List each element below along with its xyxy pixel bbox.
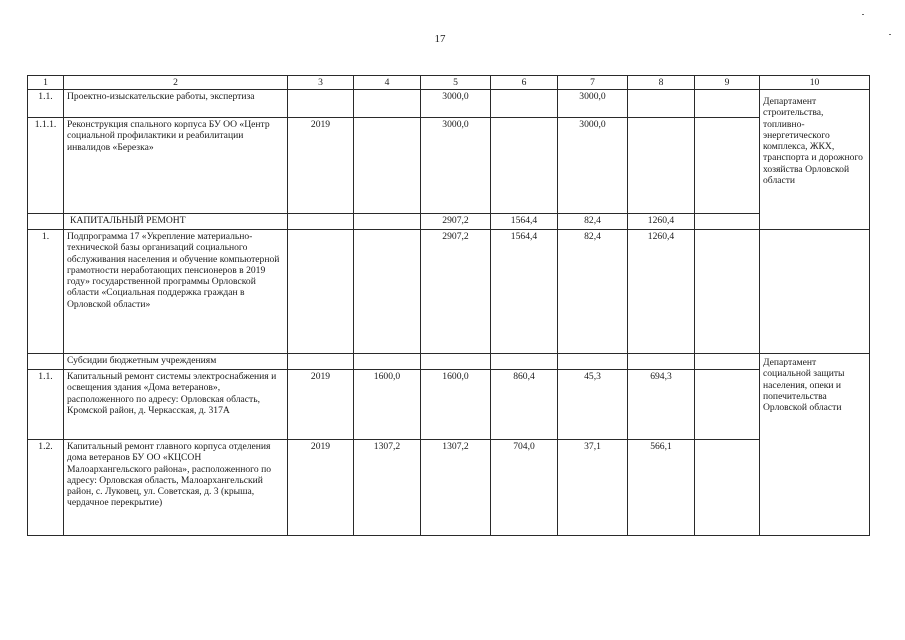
table-row bbox=[28, 230, 870, 354]
cell-col8 bbox=[628, 90, 695, 118]
budget-table bbox=[27, 75, 870, 536]
header-cell: 2 bbox=[64, 76, 288, 90]
cell-col5 bbox=[421, 354, 491, 370]
row-number bbox=[28, 354, 64, 370]
scan-speck bbox=[862, 14, 864, 15]
cell-col4 bbox=[354, 214, 421, 230]
cell-col9 bbox=[695, 370, 760, 440]
row-description: КАПИТАЛЬНЫЙ РЕМОНТ bbox=[64, 214, 288, 230]
cell-col7: 3000,0 bbox=[558, 90, 628, 118]
row-number: 1.2. bbox=[28, 440, 64, 536]
cell-col5: 1307,2 bbox=[421, 440, 491, 536]
cell-col6 bbox=[491, 118, 558, 214]
cell-col3 bbox=[288, 214, 354, 230]
row-description: Капитальный ремонт системы электроснабжения и освещения здания «Дома ветеранов», расположенного по адресу: Орловская область, Кромской район, д. Черкасская, д. 317А bbox=[64, 370, 288, 440]
cell-col6: 1564,4 bbox=[491, 214, 558, 230]
cell-col9 bbox=[695, 440, 760, 536]
cell-col9 bbox=[695, 354, 760, 370]
row-description: Подпрограмма 17 «Укрепление материально-технической базы организаций социального обслуживания населения и обучение компьютерной грамотности неработающих пенсионеров в 2019 году» государственной программы Орловской области «Социальная поддержка граждан в Орловской области» bbox=[64, 230, 288, 354]
row-description: Проектно-изыскательские работы, экспертиза bbox=[64, 90, 288, 118]
header-cell: 7 bbox=[558, 76, 628, 90]
header-cell: 3 bbox=[288, 76, 354, 90]
header-cell: 9 bbox=[695, 76, 760, 90]
cell-col7: 82,4 bbox=[558, 214, 628, 230]
cell-col6 bbox=[491, 90, 558, 118]
row-description: Субсидии бюджетным учреждениям bbox=[64, 354, 288, 370]
cell-col8: 694,3 bbox=[628, 370, 695, 440]
cell-col8: 566,1 bbox=[628, 440, 695, 536]
cell-col7: 45,3 bbox=[558, 370, 628, 440]
header-cell: 6 bbox=[491, 76, 558, 90]
cell-col4 bbox=[354, 118, 421, 214]
cell-col6 bbox=[491, 354, 558, 370]
table-row bbox=[28, 440, 870, 536]
row-description: Реконструкция спального корпуса БУ ОО «Центр социальной профилактики и реабилитации инвалидов «Березка» bbox=[64, 118, 288, 214]
cell-col3 bbox=[288, 90, 354, 118]
row-number: 1. bbox=[28, 230, 64, 354]
cell-col6: 860,4 bbox=[491, 370, 558, 440]
header-row bbox=[28, 76, 870, 90]
responsible-department: Департамент строительства, топливно-энергетического комплекса, ЖКХ, транспорта и дорожного хозяйства Орловской области bbox=[760, 90, 870, 230]
header-cell: 1 bbox=[28, 76, 64, 90]
cell-col5: 3000,0 bbox=[421, 118, 491, 214]
cell-col6: 1564,4 bbox=[491, 230, 558, 354]
cell-col9 bbox=[695, 230, 760, 354]
cell-col3: 2019 bbox=[288, 370, 354, 440]
cell-col4 bbox=[354, 354, 421, 370]
header-cell: 5 bbox=[421, 76, 491, 90]
cell-col9 bbox=[695, 214, 760, 230]
header-cell: 10 bbox=[760, 76, 870, 90]
cell-col5: 3000,0 bbox=[421, 90, 491, 118]
cell-col7: 82,4 bbox=[558, 230, 628, 354]
cell-col6: 704,0 bbox=[491, 440, 558, 536]
cell-col8: 1260,4 bbox=[628, 230, 695, 354]
cell-col3 bbox=[288, 230, 354, 354]
row-number: 1.1. bbox=[28, 90, 64, 118]
cell-col3: 2019 bbox=[288, 440, 354, 536]
cell-col3 bbox=[288, 354, 354, 370]
cell-col7 bbox=[558, 354, 628, 370]
cell-col9 bbox=[695, 118, 760, 214]
cell-col4 bbox=[354, 90, 421, 118]
cell-col3: 2019 bbox=[288, 118, 354, 214]
cell-col8: 1260,4 bbox=[628, 214, 695, 230]
cell-col7: 3000,0 bbox=[558, 118, 628, 214]
header-cell: 8 bbox=[628, 76, 695, 90]
cell-col9 bbox=[695, 90, 760, 118]
table-row bbox=[28, 214, 870, 230]
table-row bbox=[28, 370, 870, 440]
table-row bbox=[28, 354, 870, 370]
row-number: 1.1. bbox=[28, 370, 64, 440]
cell-col5: 2907,2 bbox=[421, 230, 491, 354]
table-row bbox=[28, 118, 870, 214]
cell-col4: 1600,0 bbox=[354, 370, 421, 440]
cell-col8 bbox=[628, 118, 695, 214]
row-number: 1.1.1. bbox=[28, 118, 64, 214]
cell-col7: 37,1 bbox=[558, 440, 628, 536]
row-description: Капитальный ремонт главного корпуса отделения дома ветеранов БУ ОО «КЦСОН Малоархангельского района», расположенного по адресу: Орловская область, Малоархангельский район, с. Луковец, ул. Советская, д. 3 (крыша, чердачное перекрытие) bbox=[64, 440, 288, 536]
cell-col10 bbox=[760, 230, 870, 354]
cell-col5: 1600,0 bbox=[421, 370, 491, 440]
cell-col5: 2907,2 bbox=[421, 214, 491, 230]
page-number: 17 bbox=[434, 33, 446, 45]
cell-col4: 1307,2 bbox=[354, 440, 421, 536]
responsible-department: Департамент социальной защиты населения, опеки и попечительства Орловской области bbox=[760, 354, 870, 536]
row-number bbox=[28, 214, 64, 230]
table-row bbox=[28, 90, 870, 118]
cell-col8 bbox=[628, 354, 695, 370]
cell-col4 bbox=[354, 230, 421, 354]
scan-speck bbox=[889, 34, 891, 35]
header-cell: 4 bbox=[354, 76, 421, 90]
